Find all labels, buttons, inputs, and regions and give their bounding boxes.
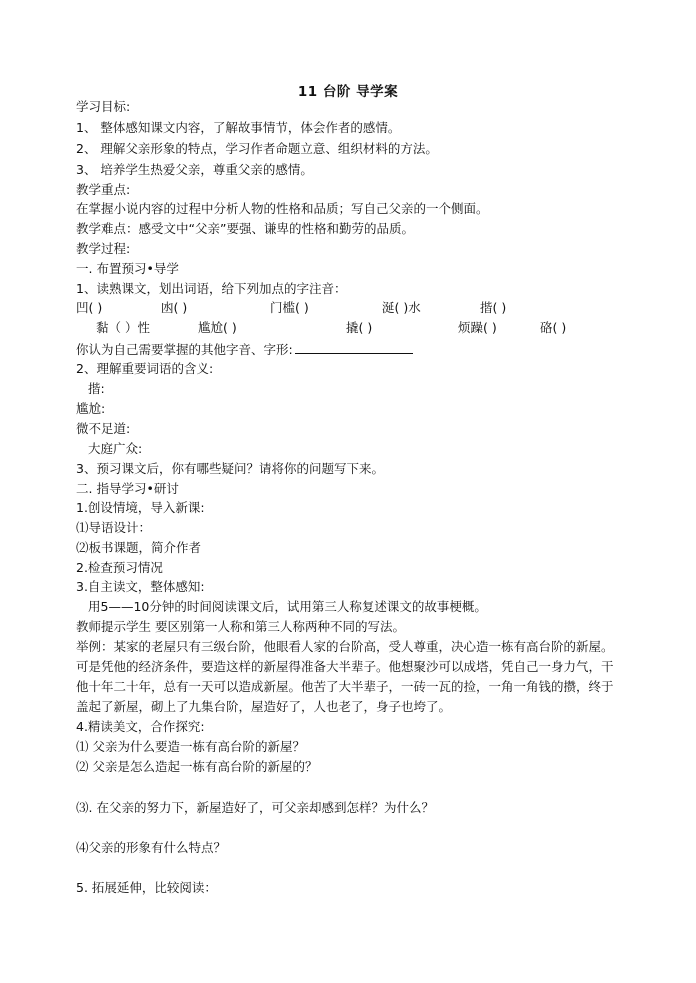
pinyin-item: 凼( )	[161, 300, 188, 315]
pinyin-item: 门槛( )	[270, 300, 309, 315]
vocab-item: 尴尬:	[76, 401, 106, 416]
step-1a: ⑴导语设计：	[76, 520, 152, 535]
step-1: 1.创设情境，导入新课:	[76, 500, 205, 515]
question-2: ⑵ 父亲是怎么造起一栋有高台阶的新屋的？	[76, 759, 318, 774]
part2-heading: 二. 指导学习•研讨	[76, 481, 179, 496]
page-title: 11 台阶 导学案	[297, 84, 399, 100]
vocab-item: 微不足道:	[76, 421, 131, 436]
pinyin-item: 揩( )	[480, 300, 507, 315]
step-5: 5. 拓展延伸，比较阅读：	[76, 880, 217, 895]
part1-heading: 一. 布置预习•导学	[76, 261, 179, 276]
step-3: 3.自主读文，整体感知:	[76, 579, 205, 594]
example-line: 举例：某家的老屋只有三级台阶，他眼看人家的台阶高，受人尊重，决心造一栋有高台阶的新屋。	[76, 639, 614, 654]
objective-1: 1、 整体感知课文内容，了解故事情节，体会作者的感情。	[76, 120, 401, 135]
part1-item1: 1、读熟课文，划出词语，给下列加点的字注音：	[76, 281, 347, 296]
part1-note-line	[76, 341, 413, 358]
step-3-text: 用5——10分钟的时间阅读课文后，试用第三人称复述课文的故事梗概。	[88, 599, 487, 614]
pinyin-item: 凹( )	[76, 300, 103, 315]
example-line: 盖起了新屋，砌上了九集台阶，屋造好了，人也老了，身子也垮了。	[76, 699, 452, 714]
pinyin-item: 硌( )	[540, 320, 567, 335]
example-line: 他十年二十年，总有一天可以造成新屋。他苦了大半辈子，一砖一瓦的捡，一角一角钱的攒，终于	[76, 679, 614, 694]
step-4: 4.精读美文，合作探究:	[76, 719, 205, 734]
part1-item3: 3、预习课文后，你有哪些疑问？请将你的问题写下来。	[76, 461, 384, 476]
part1-item2: 2、理解重要词语的含义:	[76, 361, 214, 376]
question-1: ⑴ 父亲为什么要造一栋有高台阶的新屋？	[76, 739, 305, 754]
step-2: 2.检查预习情况	[76, 560, 163, 575]
question-4: ⑷父亲的形象有什么特点？	[76, 840, 227, 855]
objective-3: 3、 培养学生热爱父亲，尊重父亲的感情。	[76, 162, 313, 177]
step-1b: ⑵板书课题，简介作者	[76, 540, 202, 555]
teacher-hint: 教师提示学生 要区别第一人称和第三人称两种不同的写法。	[76, 619, 405, 634]
objective-2: 2、 理解父亲形象的特点，学习作者命题立意、组织材料的方法。	[76, 141, 438, 156]
vocab-item: 揩:	[88, 381, 105, 396]
example-line: 可是凭他的经济条件，要造这样的新屋得准备大半辈子。他想聚沙可以成塔，凭自己一身力气，干	[76, 659, 614, 674]
pinyin-item: 尴尬( )	[198, 320, 237, 335]
part1-note: 你认为自己需要掌握的其他字音、字形:	[76, 342, 293, 357]
pinyin-item: 涎( )水	[382, 300, 421, 315]
question-3: ⑶. 在父亲的努力下，新屋造好了，可父亲却感到怎样？为什么？	[76, 800, 434, 815]
answer-blank[interactable]	[295, 341, 413, 354]
process-heading: 教学过程:	[76, 241, 131, 256]
objectives-heading: 学习目标:	[76, 99, 131, 114]
key-text: 在掌握小说内容的过程中分析人物的性格和品质；写自己父亲的一个侧面。	[76, 201, 489, 216]
pinyin-item: 黏（ ）性	[96, 320, 150, 335]
difficulty-text: 教学难点：感受文中“父亲”要强、谦卑的性格和勤劳的品质。	[76, 221, 414, 236]
pinyin-item: 撬( )	[346, 320, 373, 335]
vocab-item: 大庭广众:	[88, 441, 143, 456]
key-heading: 教学重点:	[76, 182, 131, 197]
pinyin-item: 烦躁( )	[458, 320, 497, 335]
